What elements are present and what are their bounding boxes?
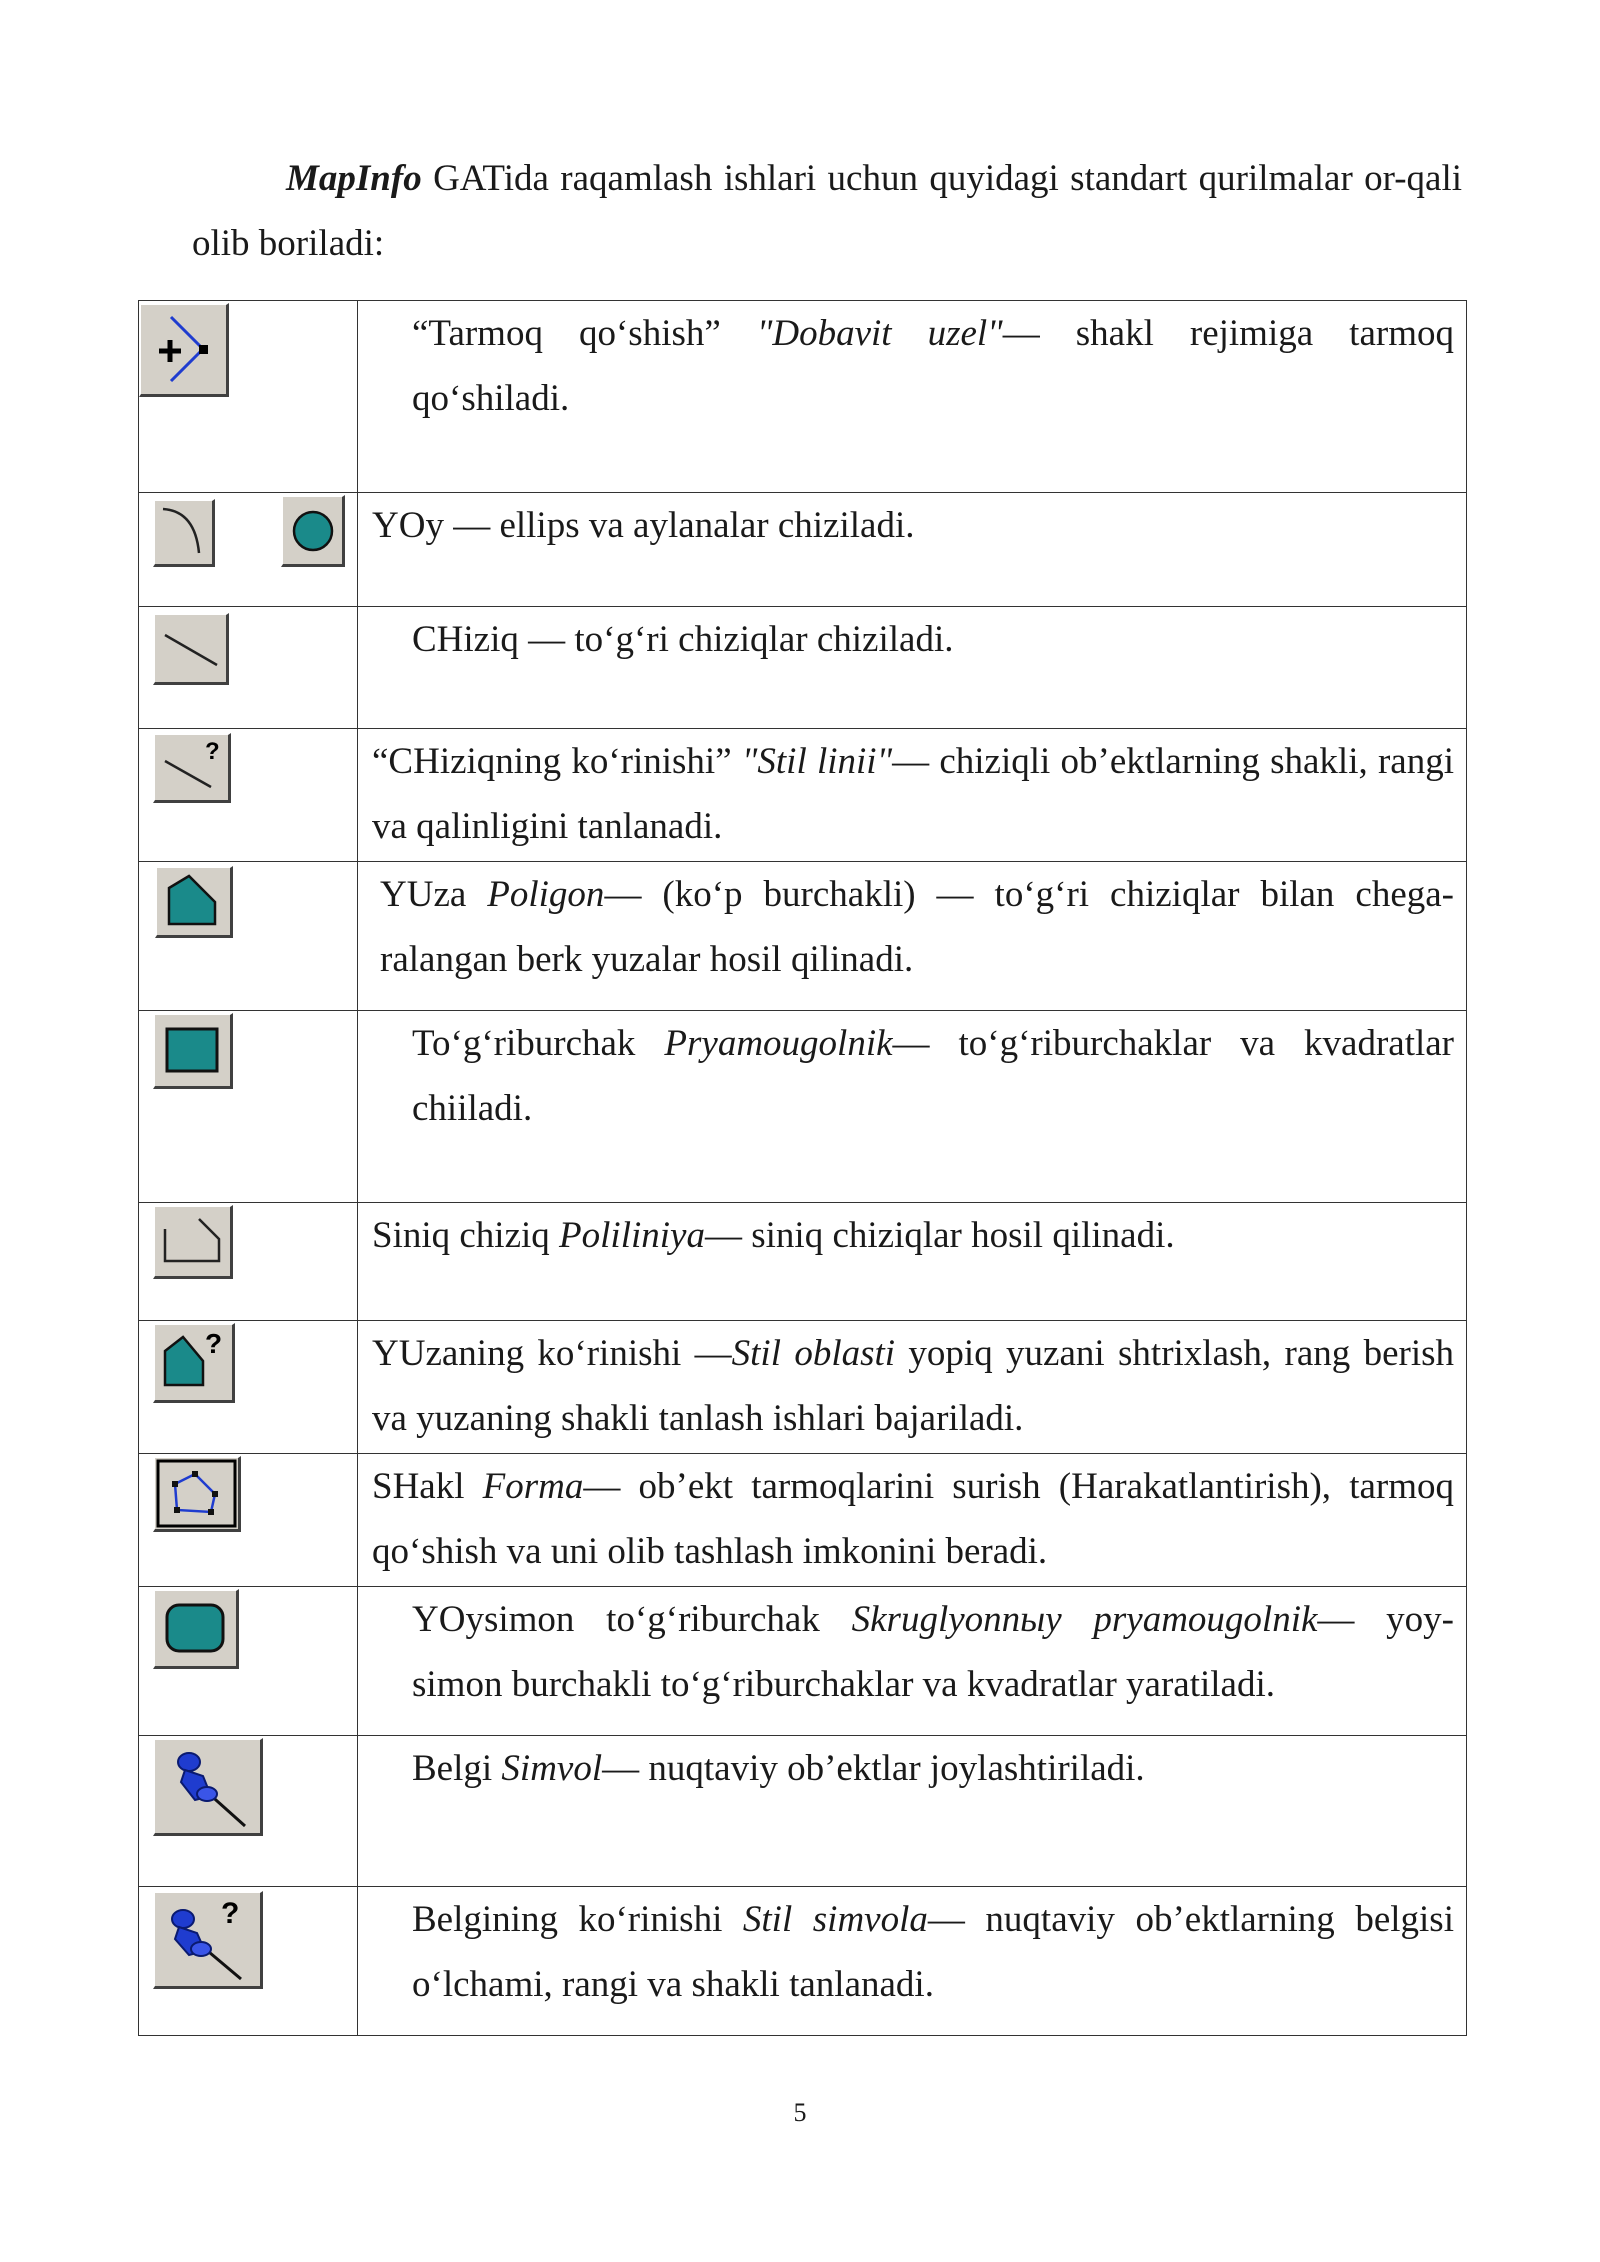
icon-cell [139,1736,358,1887]
tool-description: “CHiziqning ko‘rinishi” "Stil linii"— chiziqli ob’ektlarning shakli, rangi va qalinligini tanlanadi. [372,741,1454,847]
tool-description: To‘g‘riburchak Pryamougolnik— to‘g‘riburchaklar va kvadratlar chiiladi. [412,1023,1454,1129]
icon-cell [139,1454,358,1587]
text-cell [358,607,1467,729]
icon-cell [139,1203,358,1321]
text-cell [358,1587,1467,1736]
icon-cell [139,1587,358,1736]
tool-description: YOy — ellips va aylanalar chiziladi. [372,505,915,546]
line-style-icon[interactable] [153,733,231,803]
tool-description: “Tarmoq qo‘shish” "Dobavit uzel"— shakl rejimiga tarmoq qo‘shiladi. [412,313,1454,419]
text-cell [358,493,1467,607]
rounded-rectangle-icon[interactable] [153,1589,239,1669]
brand-name: MapInfo [286,158,422,199]
arc-icon[interactable] [153,499,215,567]
text-cell [358,301,1467,493]
question-mark: ? [205,738,220,765]
line-icon[interactable] [153,613,229,685]
icon-cell [139,729,358,862]
table-row [139,301,1467,493]
tool-description: Belgining ko‘rinishi Stil simvola— nuqtaviy ob’ektlarning belgisi o‘lchami, rangi va shakli tanlanadi. [412,1899,1454,2005]
text-cell [358,1011,1467,1203]
polygon-icon[interactable] [155,866,233,938]
text-cell [358,862,1467,1011]
tool-description: YOysimon to‘g‘riburchak Skruglyonnыy pryamougolnik— yoy-simon burchakli to‘g‘riburchaklar va kvadratlar yaratiladi. [412,1599,1455,1705]
icon-cell [139,493,358,607]
text-cell [358,1203,1467,1321]
reshape-icon[interactable] [153,1456,241,1532]
table-row [139,1454,1467,1587]
text-cell [358,1887,1467,2036]
intro-paragraph [192,146,1462,276]
tool-description: CHiziq — to‘g‘ri chiziqlar chiziladi. [412,619,954,660]
rectangle-icon[interactable] [153,1013,233,1089]
symbol-pin-icon[interactable] [153,1738,263,1836]
icon-cell [139,301,358,493]
table-row [139,1011,1467,1203]
table-row [139,1203,1467,1321]
table-row [139,607,1467,729]
text-cell [358,729,1467,862]
region-style-icon[interactable] [153,1323,235,1403]
table-row [139,1321,1467,1454]
table-row [139,729,1467,862]
intro-text: GATida raqamlash ishlari uchun quyidagi standart qurilmalar or-qali olib boriladi: [192,158,1463,264]
tool-description: Siniq chiziq Poliliniya— siniq chiziqlar hosil qilinadi. [372,1215,1175,1256]
table-row [139,1587,1467,1736]
add-node-icon[interactable] [139,303,229,397]
table-row [139,1736,1467,1887]
question-mark: ? [205,1328,223,1359]
table-row [139,1887,1467,2036]
table-row [139,862,1467,1011]
text-cell [358,1454,1467,1587]
table-row [139,493,1467,607]
tool-description: YUza Poligon— (ko‘p burchakli) — to‘g‘ri chiziqlar bilan chega-ralangan berk yuzalar hosil qilinadi. [380,874,1454,980]
icon-cell [139,1887,358,2036]
tools-table [138,300,1467,2036]
ellipse-icon[interactable] [281,495,345,567]
text-cell [358,1321,1467,1454]
polyline-icon[interactable] [153,1205,233,1279]
tool-description: Belgi Simvol— nuqtaviy ob’ektlar joylashtiriladi. [412,1748,1145,1789]
icon-cell [139,1011,358,1203]
icon-cell [139,862,358,1011]
icon-cell [139,607,358,729]
tool-description: YUzaning ko‘rinishi —Stil oblasti yopiq yuzani shtrixlash, rang berish va yuzaning shakli tanlash ishlari bajariladi. [372,1333,1455,1439]
icon-cell [139,1321,358,1454]
question-mark: ? [221,1897,240,1930]
page-number: 5 [793,2098,807,2127]
tool-description: SHakl Forma— ob’ekt tarmoqlarini surish (Harakatlantirish), tarmoq qo‘shish va uni olib tashlash imkonini beradi. [372,1466,1455,1572]
symbol-style-icon[interactable] [153,1891,263,1989]
text-cell [358,1736,1467,1887]
